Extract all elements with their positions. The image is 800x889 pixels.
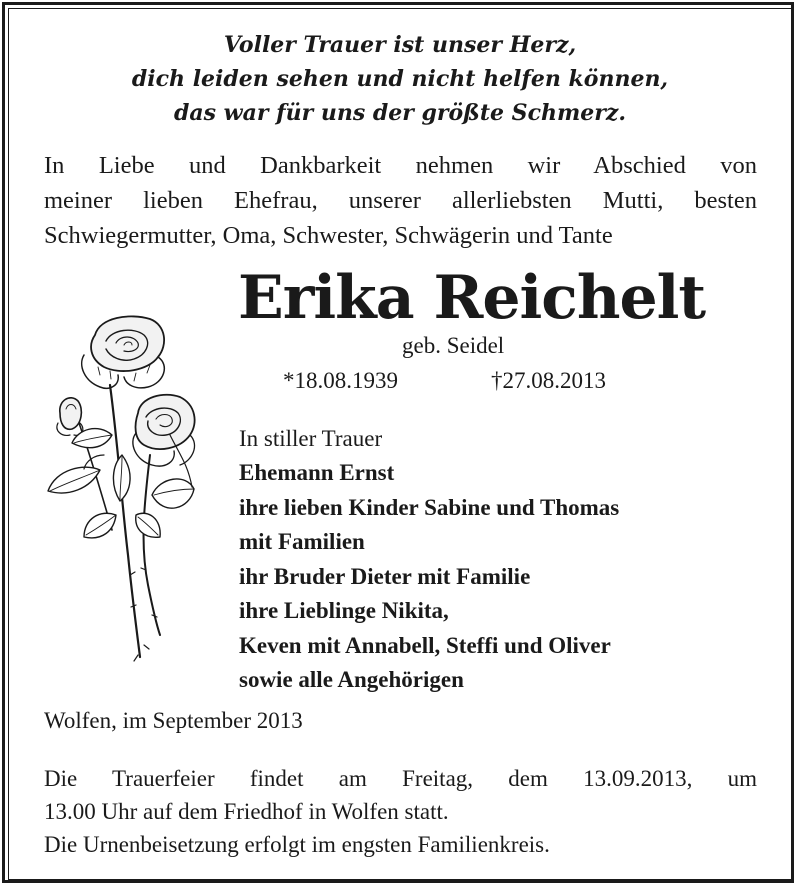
funeral-line: 13.00 Uhr auf dem Friedhof in Wolfen statt. <box>44 799 449 824</box>
mourner-line: Keven mit Annabell, Steffi und Oliver <box>239 632 611 658</box>
funeral-notice <box>44 762 757 861</box>
farewell-text <box>44 148 757 253</box>
mourner-line: ihre Lieblinge Nikita, <box>239 598 449 623</box>
mourner-line: sowie alle Angehörigen <box>239 667 464 692</box>
funeral-line: Die Urnenbeisetzung erfolgt im engsten Familienkreis. <box>44 832 550 857</box>
funeral-line: Die Trauerfeier findet am Freitag, dem 13.09.2013, um <box>44 766 757 791</box>
maiden-name: geb. Seidel <box>402 333 505 358</box>
farewell-line: Schwiegermutter, Oma, Schwester, Schwägerin und Tante <box>44 222 613 249</box>
birth-date: *18.08.1939 <box>283 368 398 393</box>
death-date: †27.08.2013 <box>491 368 606 393</box>
verse-line: Voller Trauer ist unser Herz, <box>223 32 577 58</box>
place-and-date: Wolfen, im September 2013 <box>44 708 303 733</box>
mourners-list <box>239 422 619 698</box>
mourner-line: Ehemann Ernst <box>239 460 395 485</box>
rose-illustration-icon <box>40 305 210 665</box>
memorial-verse <box>0 28 800 130</box>
verse-line: dich leiden sehen und nicht helfen können, <box>131 66 669 92</box>
mourner-line: mit Familien <box>239 529 365 554</box>
mourner-line: ihr Bruder Dieter mit Familie <box>239 563 531 589</box>
mourners-heading: In stiller Trauer <box>239 426 383 451</box>
farewell-line: In Liebe und Dankbarkeit nehmen wir Abschied von <box>44 152 757 179</box>
farewell-line: meiner lieben Ehefrau, unserer allerliebsten Mutti, besten <box>44 187 757 214</box>
verse-line: das war für uns der größte Schmerz. <box>174 100 626 126</box>
mourner-line: ihre lieben Kinder Sabine und Thomas <box>239 494 620 520</box>
deceased-name: Erika Reichelt <box>238 263 706 333</box>
